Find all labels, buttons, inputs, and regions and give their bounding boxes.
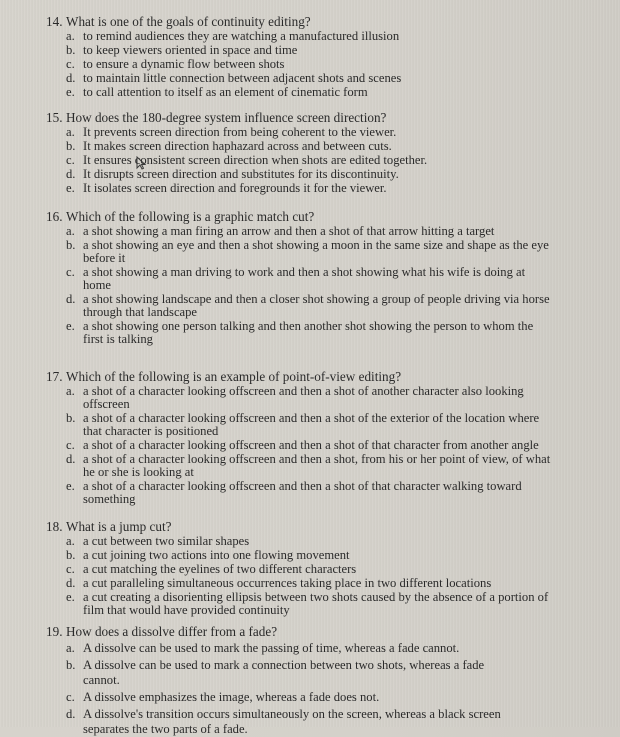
option-a [66, 126, 566, 139]
question-number: 17. [46, 369, 63, 384]
option-b [66, 239, 566, 265]
option-text: a cut joining two actions into one flowing movement [83, 548, 350, 562]
question-19 [46, 625, 566, 737]
option-text: to maintain little connection between adjacent shots and scenes [83, 71, 402, 85]
option-e [66, 182, 566, 195]
option-d [66, 293, 566, 319]
option-letter: e. [66, 590, 75, 604]
option-a [66, 535, 566, 548]
option-letter: a. [66, 641, 75, 655]
option-letter: e. [66, 319, 75, 333]
option-d [66, 453, 566, 479]
option-text: a shot showing a man driving to work and then a shot showing what his wife is doing at home [83, 265, 526, 292]
option-letter: d. [66, 167, 76, 181]
option-b [66, 44, 566, 57]
option-text: a shot of a character looking offscreen and then a shot, from his or her point of view, of what he or she is looking at [83, 452, 551, 479]
question-text: What is one of the goals of continuity editing? [66, 14, 311, 29]
option-letter: c. [66, 153, 75, 167]
option-text: a cut creating a disorienting ellipsis between two shots caused by the absence of a portion of film that would have provided continuity [83, 590, 549, 617]
option-letter: c. [66, 562, 75, 576]
option-letter: c. [66, 690, 75, 704]
option-a [66, 385, 566, 411]
option-b [66, 658, 566, 688]
option-letter: d. [66, 292, 76, 306]
option-text: a shot showing an eye and then a shot showing a moon in the same size and shape as the eye before it [83, 238, 549, 265]
option-text: It disrupts screen direction and substitutes for its discontinuity. [83, 167, 399, 181]
option-text: a cut matching the eyelines of two different characters [83, 562, 357, 576]
question-text: What is a jump cut? [66, 519, 172, 534]
option-letter: b. [66, 43, 76, 57]
option-text: to remind audiences they are watching a manufactured illusion [83, 29, 400, 43]
option-text: a shot of a character looking offscreen and then a shot of another character also looking offscreen [83, 384, 524, 411]
option-c [66, 690, 566, 705]
option-text: A dissolve can be used to mark the passing of time, whereas a fade cannot. [83, 641, 460, 655]
option-text: a cut paralleling simultaneous occurrences taking place in two different locations [83, 576, 492, 590]
option-e [66, 480, 566, 506]
question-number: 16. [46, 209, 63, 224]
option-letter: c. [66, 265, 75, 279]
option-text: It makes screen direction haphazard across and between cuts. [83, 139, 392, 153]
option-c [66, 439, 566, 452]
question-text: How does a dissolve differ from a fade? [66, 624, 278, 639]
question-15 [46, 111, 566, 195]
option-text: a shot showing a man firing an arrow and then a shot of that arrow hitting a target [83, 224, 495, 238]
option-list [66, 641, 566, 737]
option-list [66, 535, 566, 617]
option-d [66, 577, 566, 590]
option-list [66, 225, 566, 346]
option-text: to ensure a dynamic flow between shots [83, 57, 285, 71]
option-letter: a. [66, 224, 75, 238]
option-letter: b. [66, 139, 76, 153]
option-letter: c. [66, 438, 75, 452]
question-16 [46, 210, 566, 346]
question-text: How does the 180-degree system influence screen direction? [66, 110, 387, 125]
option-text: A dissolve emphasizes the image, whereas a fade does not. [83, 690, 380, 704]
option-letter: d. [66, 452, 76, 466]
option-letter: c. [66, 57, 75, 71]
option-text: a shot of a character looking offscreen and then a shot of that character walking toward something [83, 479, 522, 506]
option-letter: e. [66, 85, 75, 99]
option-letter: d. [66, 707, 76, 721]
option-letter: b. [66, 658, 76, 672]
question-number: 15. [46, 110, 63, 125]
option-b [66, 412, 566, 438]
question-number: 18. [46, 519, 63, 534]
option-c [66, 563, 566, 576]
option-a [66, 641, 566, 656]
option-list [66, 30, 566, 99]
question-number: 14. [46, 14, 63, 29]
option-text: It isolates screen direction and foregrounds it for the viewer. [83, 181, 387, 195]
option-a [66, 225, 566, 238]
option-text: A dissolve's transition occurs simultaneously on the screen, whereas a black screen separates the two parts of a fade. [83, 707, 501, 736]
option-b [66, 140, 566, 153]
option-letter: a. [66, 29, 75, 43]
option-e [66, 320, 566, 346]
option-letter: b. [66, 548, 76, 562]
option-letter: d. [66, 71, 76, 85]
option-letter: e. [66, 479, 75, 493]
mouse-cursor-icon [136, 156, 146, 170]
option-letter: d. [66, 576, 76, 590]
option-text: a shot showing one person talking and then another shot showing the person to whom the first is talking [83, 319, 534, 346]
option-b [66, 549, 566, 562]
option-text: to call attention to itself as an element of cinematic form [83, 85, 368, 99]
option-letter: b. [66, 238, 76, 252]
option-e [66, 86, 566, 99]
question-14 [46, 15, 566, 99]
option-list [66, 385, 566, 506]
option-text: a shot of a character looking offscreen and then a shot of the exterior of the location where that character is positioned [83, 411, 540, 438]
option-text: a shot of a character looking offscreen and then a shot of that character from another angle [83, 438, 539, 452]
option-text: a shot showing landscape and then a closer shot showing a group of people driving via horse through that landscape [83, 292, 550, 319]
option-text: A dissolve can be used to mark a connection between two shots, whereas a fade cannot. [83, 658, 485, 687]
option-letter: e. [66, 181, 75, 195]
option-c [66, 266, 566, 292]
question-number: 19. [46, 624, 63, 639]
option-a [66, 30, 566, 43]
option-text: It ensures consistent screen direction when shots are edited together. [83, 153, 428, 167]
option-letter: a. [66, 125, 75, 139]
question-17 [46, 370, 566, 506]
option-letter: a. [66, 384, 75, 398]
question-text: Which of the following is an example of point-of-view editing? [66, 369, 402, 384]
option-d [66, 72, 566, 85]
question-18 [46, 520, 566, 617]
option-text: to keep viewers oriented in space and time [83, 43, 298, 57]
option-letter: b. [66, 411, 76, 425]
option-letter: a. [66, 534, 75, 548]
option-c [66, 58, 566, 71]
option-e [66, 591, 566, 617]
option-d [66, 707, 566, 737]
option-text: It prevents screen direction from being coherent to the viewer. [83, 125, 397, 139]
option-text: a cut between two similar shapes [83, 534, 250, 548]
question-text: Which of the following is a graphic match cut? [66, 209, 315, 224]
